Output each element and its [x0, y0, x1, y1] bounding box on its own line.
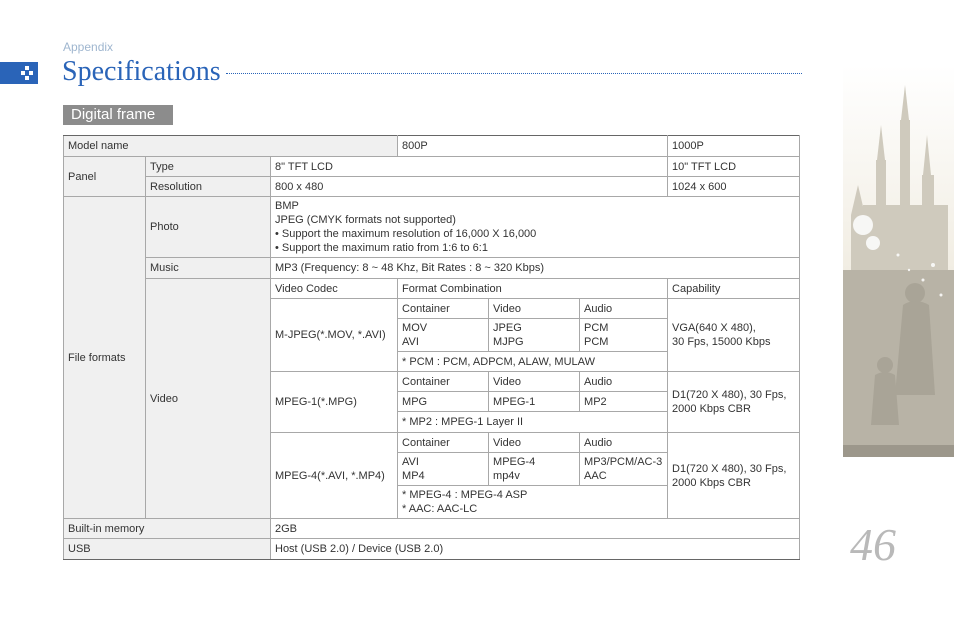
audio-mpeg1: MP2	[580, 392, 668, 412]
video-header: Video	[489, 433, 580, 453]
video-mjpeg	[489, 319, 580, 352]
container-mpeg1: MPG	[398, 392, 489, 412]
video-label: Video	[146, 279, 271, 519]
note-mjpeg: * PCM : PCM, ADPCM, ALAW, MULAW	[398, 352, 668, 372]
capability-line: 30 Fps, 15000 Kbps	[672, 336, 771, 348]
photo-bullet: • Support the maximum ratio from 1:6 to 6:1	[275, 241, 795, 255]
video-mpeg1: MPEG-1	[489, 392, 580, 412]
container-header: Container	[398, 433, 489, 453]
video-value: MJPG	[493, 336, 524, 348]
table-row	[64, 539, 800, 560]
codec-mpeg4: MPEG-4(*.AVI, *.MP4)	[271, 433, 398, 519]
container-header: Container	[398, 372, 489, 392]
video-value: JPEG	[493, 322, 522, 334]
resolution-800p: 800 x 480	[271, 177, 668, 197]
capability-line: VGA(640 X 480),	[672, 322, 756, 334]
video-value: mp4v	[493, 470, 520, 482]
table-row	[64, 157, 800, 177]
audio-mpeg4	[580, 453, 668, 486]
capability-line: 2000 Kbps CBR	[672, 403, 751, 415]
castle-family-illustration	[843, 65, 954, 457]
container-mjpeg	[398, 319, 489, 352]
container-value: AVI	[402, 456, 419, 468]
memory-value: 2GB	[271, 519, 800, 539]
container-value: MP4	[402, 470, 425, 482]
resolution-1000p: 1024 x 600	[668, 177, 800, 197]
photo-value	[271, 197, 800, 258]
container-mpeg4	[398, 453, 489, 486]
capability-line: D1(720 X 480), 30 Fps,	[672, 462, 787, 475]
usb-label: USB	[64, 539, 271, 560]
model-1000p: 1000P	[668, 136, 800, 157]
format-combination-header: Format Combination	[398, 279, 668, 299]
type-1000p: 10" TFT LCD	[668, 157, 800, 177]
audio-value: MP3/PCM/AC-3	[584, 456, 663, 468]
video-codec-header: Video Codec	[271, 279, 398, 299]
photo-bullet: • Support the maximum resolution of 16,000 X 16,000	[275, 227, 795, 241]
photo-line: BMP	[275, 200, 299, 212]
table-row	[64, 519, 800, 539]
memory-label: Built-in memory	[64, 519, 271, 539]
type-label: Type	[146, 157, 271, 177]
decorative-photo	[843, 65, 954, 457]
panel-label: Panel	[64, 157, 146, 197]
audio-mjpeg	[580, 319, 668, 352]
capability-line: D1(720 X 480), 30 Fps,	[672, 389, 787, 401]
audio-value: PCM	[584, 322, 609, 334]
video-header: Video	[489, 299, 580, 319]
page-number: 46	[850, 519, 896, 570]
video-header: Video	[489, 372, 580, 392]
photo-line: JPEG (CMYK formats not supported)	[275, 214, 456, 226]
music-label: Music	[146, 258, 271, 279]
note-line: * AAC: AAC-LC	[402, 503, 478, 515]
capability-mpeg4	[668, 433, 800, 519]
usb-value: Host (USB 2.0) / Device (USB 2.0)	[271, 539, 800, 560]
container-value: AVI	[402, 336, 419, 348]
music-value: MP3 (Frequency: 8 ~ 48 Khz, Bit Rates : 8 ~ 320 Kbps)	[271, 258, 800, 279]
model-name-label: Model name	[64, 136, 398, 157]
capability-mjpeg	[668, 299, 800, 372]
file-formats-label: File formats	[64, 197, 146, 519]
table-row	[64, 258, 800, 279]
audio-header: Audio	[580, 372, 668, 392]
audio-header: Audio	[580, 433, 668, 453]
breadcrumb-appendix: Appendix	[63, 40, 114, 54]
codec-mjpeg: M-JPEG(*.MOV, *.AVI)	[271, 299, 398, 372]
resolution-label: Resolution	[146, 177, 271, 197]
section-marker-icon	[0, 62, 38, 84]
container-header: Container	[398, 299, 489, 319]
note-mpeg1: * MP2 : MPEG-1 Layer II	[398, 412, 668, 433]
table-row	[64, 136, 800, 157]
audio-header: Audio	[580, 299, 668, 319]
section-heading: Digital frame	[63, 105, 173, 125]
audio-value: PCM	[584, 336, 609, 348]
table-row	[64, 279, 800, 299]
capability-mpeg1	[668, 372, 800, 433]
table-row	[64, 197, 800, 258]
model-800p: 800P	[398, 136, 668, 157]
title-divider	[226, 73, 802, 74]
video-value: MPEG-4	[493, 456, 536, 468]
page-title: Specifications	[62, 56, 221, 87]
capability-line: 2000 Kbps CBR	[672, 476, 751, 489]
specifications-table	[63, 135, 800, 560]
container-value: MOV	[402, 322, 428, 334]
note-mpeg4	[398, 486, 668, 519]
note-line: * MPEG-4 : MPEG-4 ASP	[402, 489, 528, 501]
video-mpeg4	[489, 453, 580, 486]
audio-value: AAC	[584, 470, 607, 482]
codec-mpeg1: MPEG-1(*.MPG)	[271, 372, 398, 433]
type-800p: 8" TFT LCD	[271, 157, 668, 177]
table-row	[64, 177, 800, 197]
capability-header: Capability	[668, 279, 800, 299]
photo-label: Photo	[146, 197, 271, 258]
